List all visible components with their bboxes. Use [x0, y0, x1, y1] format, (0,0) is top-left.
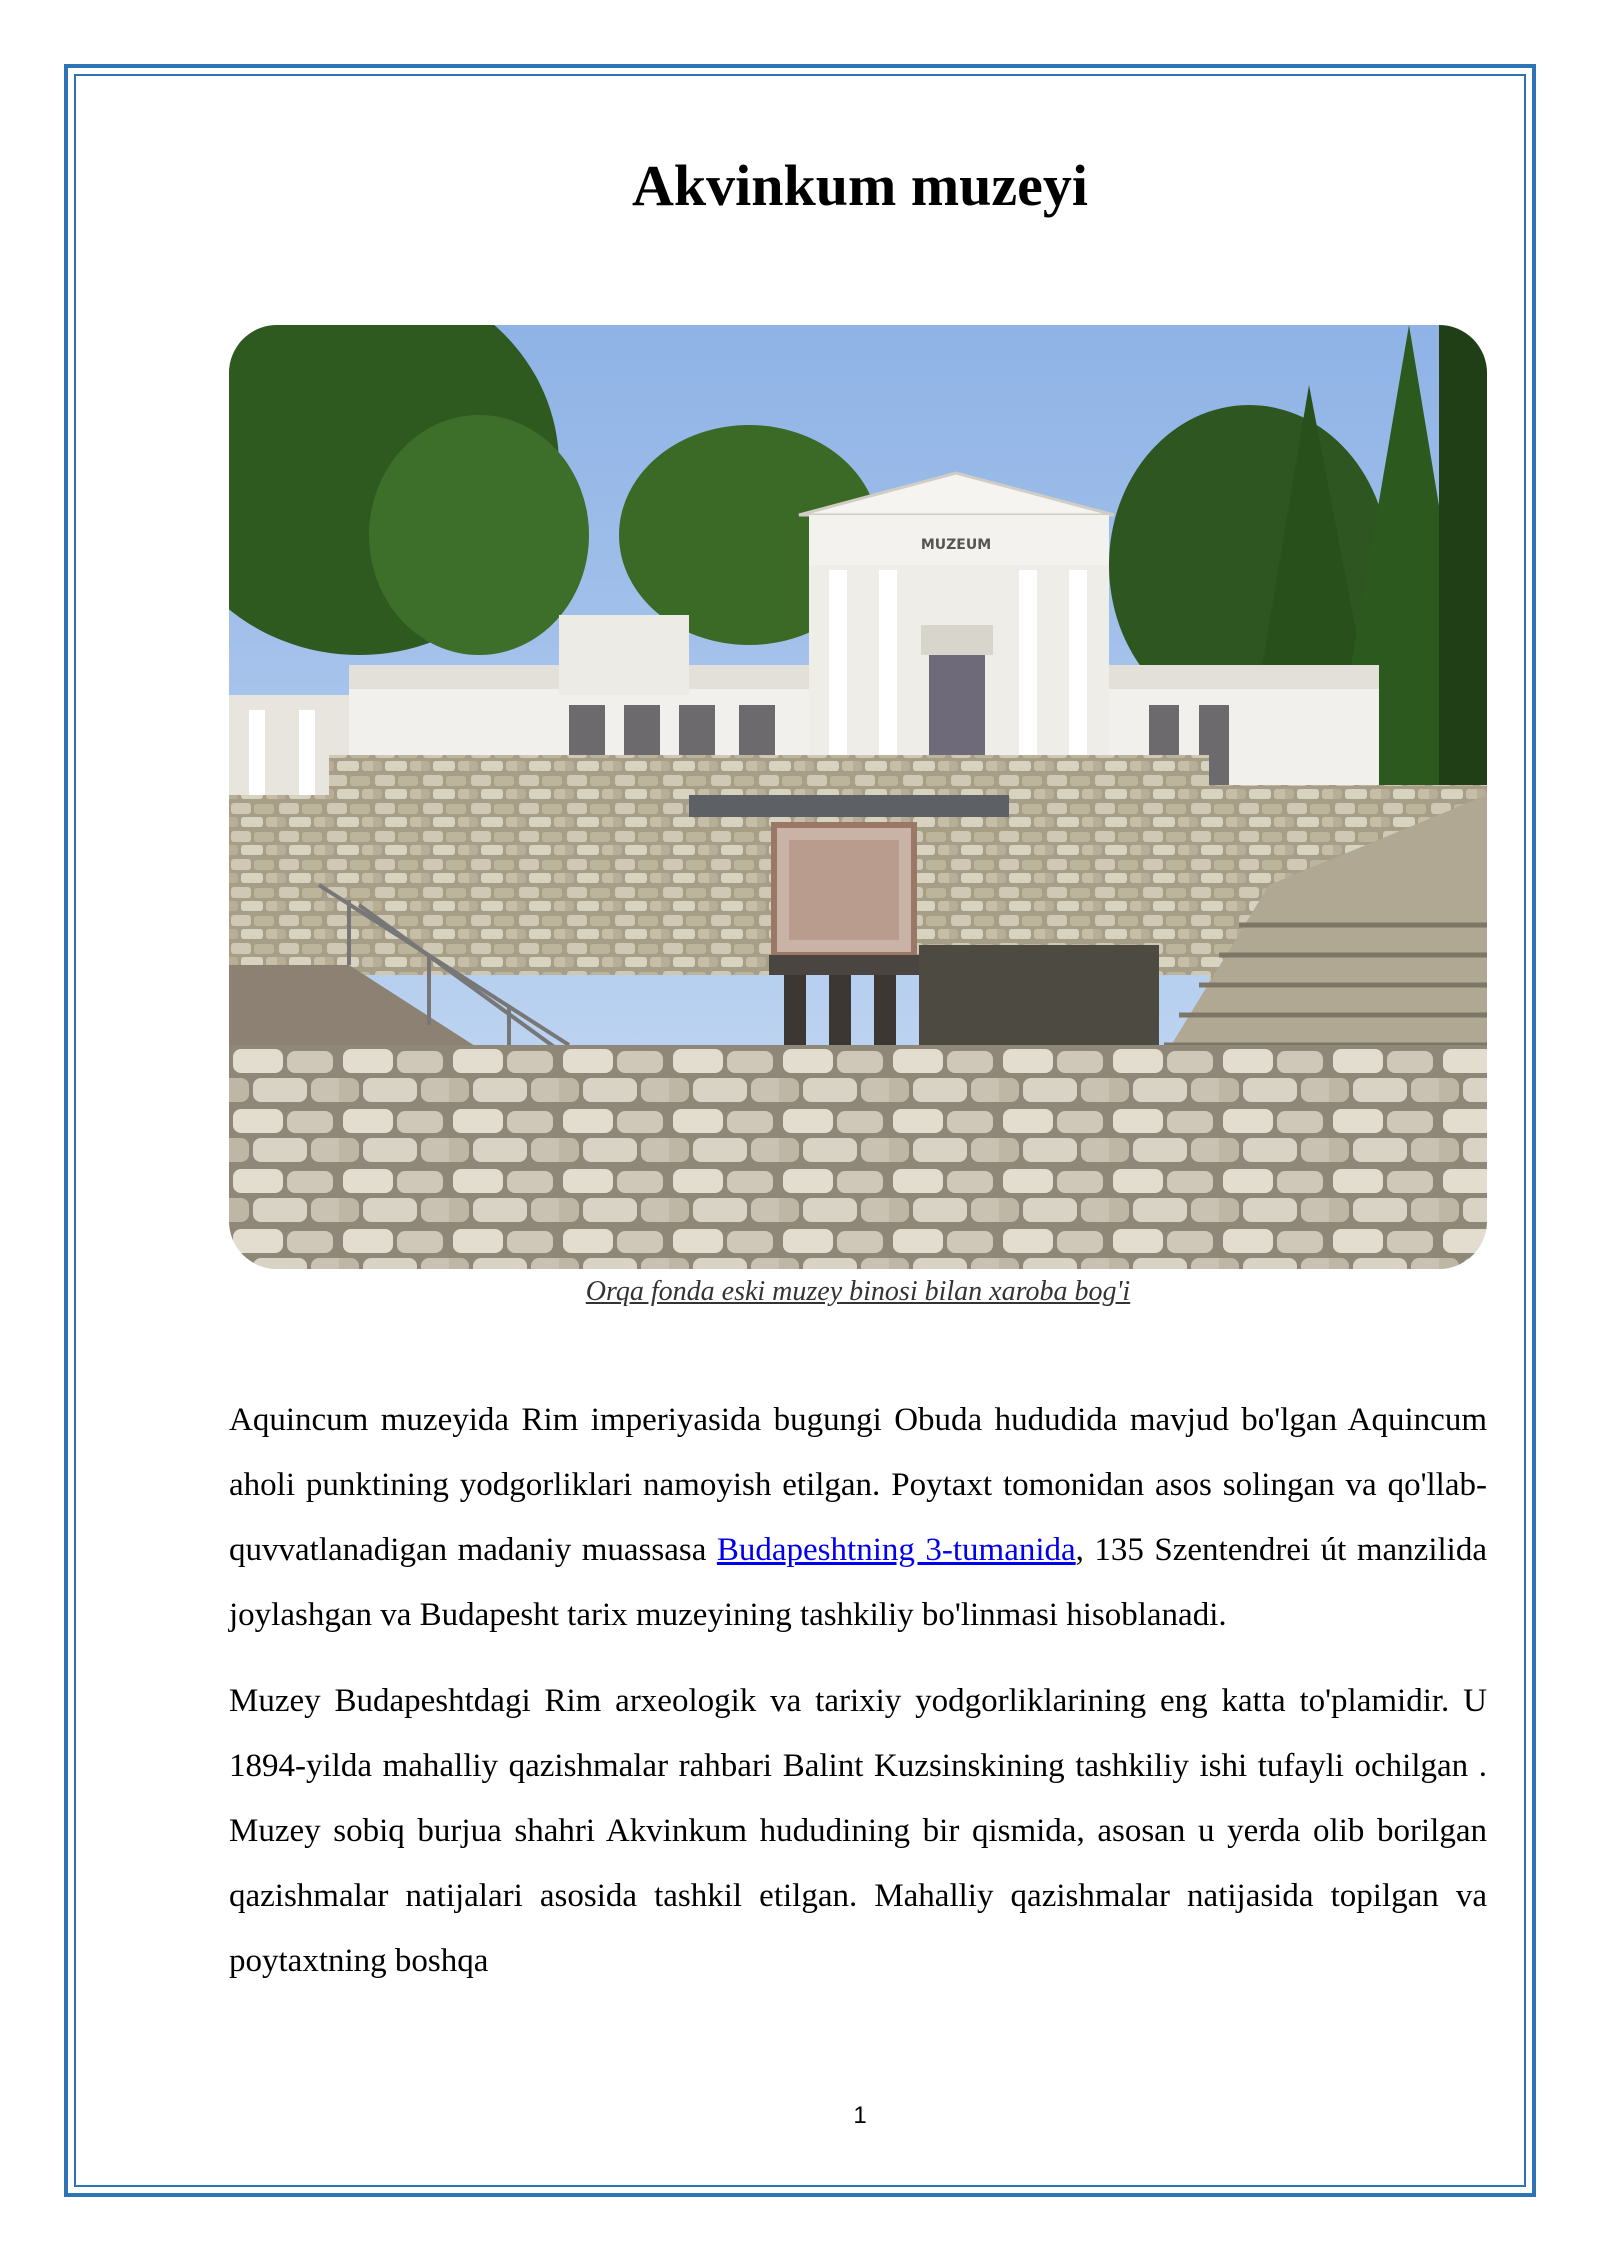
paragraph-2: Muzey Budapeshtdagi Rim arxeologik va tarixiy yodgorliklarining eng katta to'plamidir. U 1894-yilda mahalliy qazishmalar rahbari Balint Kuzsinskining tashkiliy ishi tufayli ochilgan . Muzey sobiq burjua shahri Akvinkum hududining bir qismida, asosan u yerda olib borilgan qazishmalar natijalari asosida tashkil etilgan. Mahalliy qazishmalar natijasida topilgan va poytaxtning boshqa — [229, 1683, 1487, 1979]
museum-photo — [229, 325, 1487, 1269]
body-text — [229, 1388, 1487, 2015]
paragraph-1-text-end: , 135 Szentendrei út manzilida joylashgan va Budapesht tarix muzeyining tashkiliy bo'linmasi hisoblanadi. — [229, 1532, 1487, 1633]
page-title: Akvinkum muzeyi — [631, 153, 1088, 218]
paragraph-1-text-start: Aquincum muzeyida Rim imperiyasida bugungi Obuda hududida mavjud bo'lgan Aquincum aholi punktining yodgorliklari namoyish etilgan. Poytaxt tomonidan asos solingan va qo'llab-quvvatlanadigan madaniy muassasa — [229, 1402, 1487, 1568]
museum-sign-text: MUZEUM — [920, 537, 992, 553]
figure-caption: Orqa fonda eski muzey binosi bilan xaroba bog'i — [585, 1276, 1131, 1307]
page-number: 1 — [853, 2102, 867, 2129]
district-link[interactable]: Budapeshtning 3-tumanida — [716, 1532, 1076, 1568]
paragraph-1 — [229, 1388, 1487, 1648]
